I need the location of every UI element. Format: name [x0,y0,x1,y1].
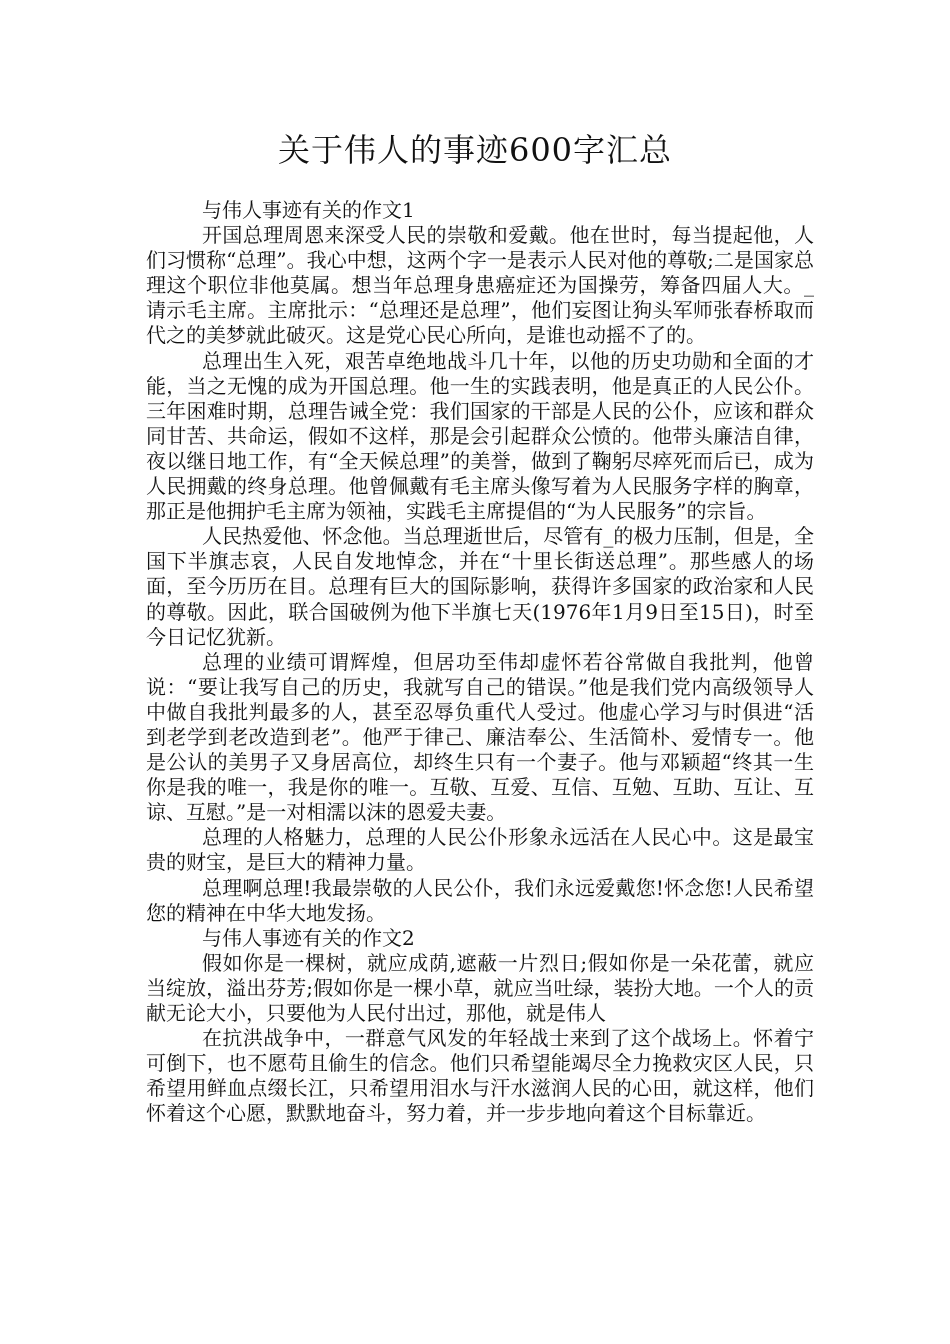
paragraph: 在抗洪战争中，一群意气风发的年轻战士来到了这个战场上。怀着宁可倒下，也不愿苟且偷生的信念。他们只希望能竭尽全力挽救灾区人民，只希望用鲜血点缀长江，只希望用泪水与汗水滋润人民的心田，就这样，他们怀着这个心愿，默默地奋斗，努力着，并一步步地向着这个目标靠近。 [146,1026,814,1126]
paragraph: 总理的人格魅力，总理的人民公仆形象永远活在人民心中。这是最宝贵的财宝，是巨大的精神力量。 [146,825,814,875]
paragraph: 开国总理周恩来深受人民的崇敬和爱戴。他在世时，每当提起他，人们习惯称“总理”。我心中想，这两个字一是表示人民对他的尊敬;二是国家总理这个职位非他莫属。想当年总理身患癌症还为国操劳，筹备四届人大。_请示毛主席。主席批示：“总理还是总理”，他们妄图让狗头军师张春桥取而代之的美梦就此破灭。这是党心民心所向，是谁也动摇不了的。 [146,223,814,348]
paragraph: 人民热爱他、怀念他。当总理逝世后，尽管有_的极力压制，但是，全国下半旗志哀，人民自发地悼念，并在“十里长街送总理”。那些感人的场面，至今历历在目。总理有巨大的国际影响，获得许多国家的政治家和人民的尊敬。因此，联合国破例为他下半旗七天(1976年1月9日至15日)，时至今日记忆犹新。 [146,524,814,649]
document-body [146,198,814,1126]
section-heading-1: 与伟人事迹有关的作文1 [202,198,415,222]
paragraph: 总理的业绩可谓辉煌，但居功至伟却虚怀若谷常做自我批判，他曾说：“要让我写自己的历史，我就写自己的错误。”他是我们党内高级领导人中做自我批判最多的人，甚至忍辱负重代人受过。他虚心学习与时俱进“活到老学到老改造到老”。他严于律己、廉洁奉公、生活简朴、爱情专一。他是公认的美男子又身居高位，却终生只有一个妻子。他与邓颖超“终其一生你是我的唯一，我是你的唯一。互敬、互爱、互信、互勉、互助、互让、互谅、互慰。”是一对相濡以沫的恩爱夫妻。 [146,649,814,825]
document-title: 关于伟人的事迹600字汇总 [277,131,673,169]
section-heading-2: 与伟人事迹有关的作文2 [202,925,415,950]
paragraph: 总理出生入死，艰苦卓绝地战斗几十年，以他的历史功勋和全面的才能，当之无愧的成为开国总理。他一生的实践表明，他是真正的人民公仆。三年困难时期，总理告诫全党：我们国家的干部是人民的公仆，应该和群众同甘苦、共命运，假如不这样，那是会引起群众公愤的。他带头廉洁自律，夜以继日地工作，有“全天候总理”的美誉，做到了鞠躬尽瘁死而后已，成为人民拥戴的终身总理。他曾佩戴有毛主席头像写着为人民服务字样的胸章，那正是他拥护毛主席为领袖，实践毛主席提倡的“为人民服务”的宗旨。 [146,348,814,524]
paragraph: 总理啊总理!我最崇敬的人民公仆，我们永远爱戴您!怀念您!人民希望您的精神在中华大地发扬。 [146,875,814,925]
paragraph: 假如你是一棵树，就应成荫,遮蔽一片烈日;假如你是一朵花蕾，就应当绽放，溢出芬芳;假如你是一棵小草，就应当吐绿，装扮大地。一个人的贡献无论大小，只要他为人民付出过，那他，就是伟人 [146,950,814,1025]
